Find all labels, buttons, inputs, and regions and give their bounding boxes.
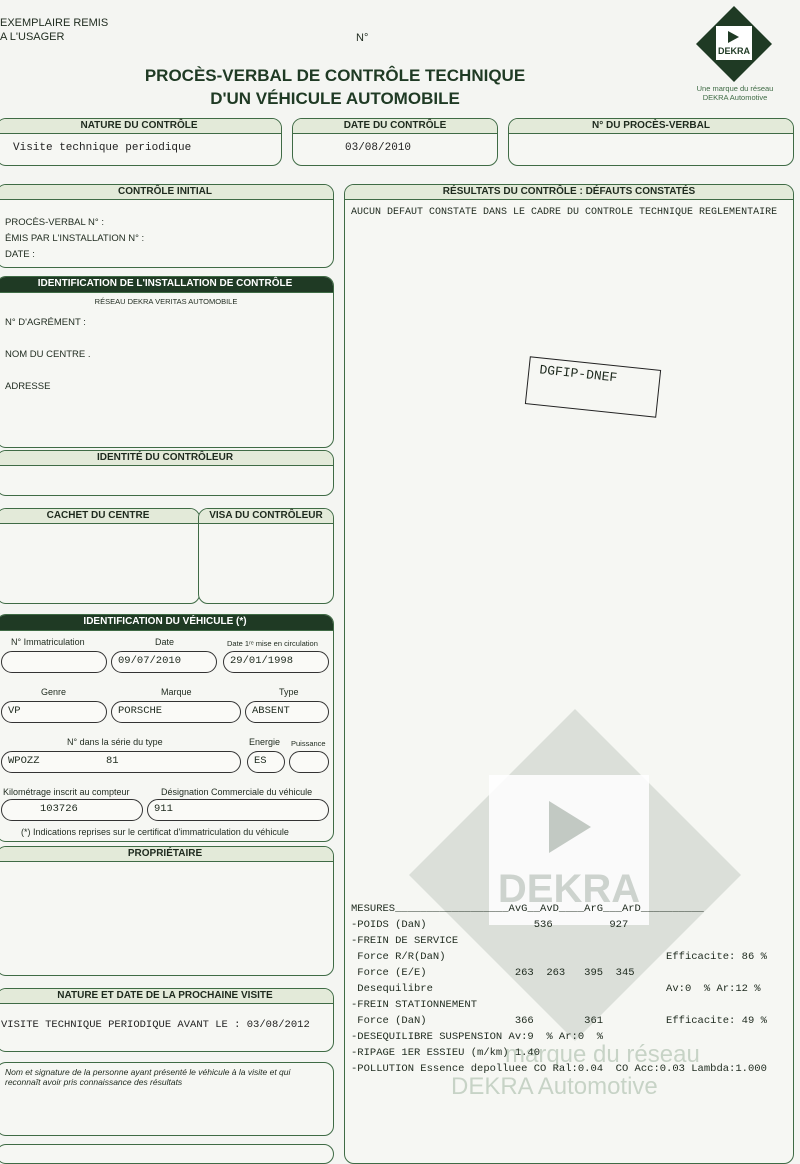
watermark-logo-text: DEKRA — [497, 867, 641, 911]
prochaine-visite-value: VISITE TECHNIQUE PERIODIQUE AVANT LE : 03/08/2012 — [1, 1019, 310, 1031]
emis-installation-label: ÉMIS PAR L'INSTALLATION N° : — [5, 233, 145, 244]
logo-text: DEKRA — [717, 46, 750, 56]
marque-field — [111, 701, 241, 723]
premiere-value: 29/01/1998 — [230, 655, 294, 667]
exemplaire-label — [0, 16, 108, 44]
visa-box — [198, 508, 334, 604]
marque-label: Marque — [161, 687, 192, 697]
km-field — [1, 799, 143, 821]
date-vehicule-label: Date — [155, 637, 175, 647]
cachet-box — [0, 508, 200, 604]
numero-pv-box — [508, 118, 794, 166]
exemplaire-line1: EXEMPLAIRE REMIS — [0, 17, 109, 29]
nature-controle-header: NATURE DU CONTRÔLE — [0, 119, 281, 134]
mesures-row: -FREIN STATIONNEMENT — [351, 999, 478, 1011]
mesures-row: Force (E/E) 263 263 395 345 — [351, 967, 635, 979]
installation-box — [0, 276, 334, 448]
mesures-row: Desequilibre Av:0 % Ar:12 % — [351, 983, 761, 995]
date-vehicule-field — [111, 651, 217, 673]
mesures-row: Force R/R(DaN) Efficacite: 86 % — [351, 951, 767, 963]
puissance-label: Puissance — [291, 739, 326, 748]
vehicule-box — [0, 614, 334, 842]
serie-value2: 81 — [106, 755, 119, 767]
vehicule-note: (*) Indications reprises sur le certificat d'immatriculation du véhicule — [21, 827, 289, 837]
serie-label: N° dans la série du type — [67, 737, 163, 747]
watermark-line1: marque du réseau — [505, 1041, 700, 1068]
watermark-line2: DEKRA Automotive — [451, 1073, 658, 1100]
brand-line1: Une marque du réseau — [696, 84, 774, 93]
prochaine-visite-box — [0, 988, 334, 1052]
mesures-row: -FREIN DE SERVICE — [351, 935, 459, 947]
type-label: Type — [279, 687, 299, 697]
pv-numero-label: PROCÈS-VERBAL N° : — [5, 217, 104, 228]
prochaine-visite-header: NATURE ET DATE DE LA PROCHAINE VISITE — [0, 989, 333, 1004]
title-line1: PROCÈS-VERBAL DE CONTRÔLE TECHNIQUE — [144, 66, 526, 85]
cachet-header: CACHET DU CENTRE — [0, 509, 199, 524]
adresse-label: ADRESSE — [5, 381, 51, 392]
genre-field — [1, 701, 107, 723]
brand-line2: DEKRA Automotive — [702, 93, 768, 102]
resultats-box — [344, 184, 794, 1164]
mesures-row: -RIPAGE 1ER ESSIEU (m/km) 1.40 — [351, 1047, 541, 1059]
serie-value: WPOZZ — [8, 755, 40, 767]
controle-initial-box — [0, 184, 334, 268]
nom-centre-label: NOM DU CENTRE . — [5, 349, 91, 360]
immat-label: N° Immatriculation — [11, 637, 85, 647]
genre-label: Genre — [41, 687, 67, 697]
mesures-row: Force (DaN) 366 361 Efficacite: 49 % — [351, 1015, 767, 1027]
resultats-header: RÉSULTATS DU CONTRÔLE : DÉFAUTS CONSTATÉS — [345, 185, 793, 200]
energie-value: ES — [254, 755, 267, 767]
agrement-label: N° D'AGRÉMENT : — [5, 317, 86, 328]
mesures-row: -POLLUTION Essence depolluee CO Ral:0.04 CO Acc:0.03 Lambda:1.000 — [351, 1063, 767, 1075]
numero-pv-header: N° DU PROCÈS-VERBAL — [509, 119, 793, 134]
defauts-text: AUCUN DEFAUT CONSTATE DANS LE CADRE DU CONTROLE TECHNIQUE REGLEMENTAIRE — [351, 207, 778, 218]
puissance-field — [289, 751, 329, 773]
vehicule-header: IDENTIFICATION DU VÉHICULE (*) — [0, 615, 333, 631]
designation-value: 911 — [154, 803, 173, 815]
brand-text — [680, 84, 790, 102]
immat-field — [1, 651, 107, 673]
date-controle-value: 03/08/2010 — [345, 142, 412, 154]
dekra-logo — [694, 4, 774, 84]
reseau-label: RÉSEAU DEKRA VERITAS AUTOMOBILE — [94, 297, 238, 306]
controle-initial-header: CONTRÔLE INITIAL — [0, 185, 333, 200]
premiere-field — [223, 651, 329, 673]
numero-label: N° — [356, 32, 369, 44]
designation-label: Désignation Commerciale du véhicule — [161, 787, 313, 797]
date-controle-header: DATE DU CONTRÔLE — [293, 119, 497, 134]
installation-header: IDENTIFICATION DE L'INSTALLATION DE CONTRÔLE — [0, 277, 333, 293]
proprietaire-header: PROPRIÉTAIRE — [0, 847, 333, 862]
date-controle-box — [292, 118, 498, 166]
controleur-box — [0, 450, 334, 496]
document-title — [110, 64, 560, 110]
nature-controle-value: Visite technique periodique — [13, 142, 192, 154]
signature-text2: reconnaît avoir pris connaissance des résultats — [5, 1077, 183, 1087]
energie-field — [247, 751, 285, 773]
mesures-row: MESURES__________________AvG__AvD____ArG___ArD__________ — [351, 903, 704, 915]
controleur-header: IDENTITÉ DU CONTRÔLEUR — [0, 451, 333, 466]
nature-controle-box — [0, 118, 282, 166]
title-line2: D'UN VÉHICULE AUTOMOBILE — [210, 89, 460, 108]
mesures-row: -DESEQUILIBRE SUSPENSION Av:9 % Ar:0 % — [351, 1031, 604, 1043]
watermark-triangle-icon — [545, 797, 595, 862]
date-vehicule-value: 09/07/2010 — [118, 655, 182, 667]
bottom-partial-box — [0, 1144, 334, 1164]
date-initial-label: DATE : — [5, 249, 35, 260]
designation-field — [147, 799, 329, 821]
type-field — [245, 701, 329, 723]
signature-text1: Nom et signature de la personne ayant présenté le véhicule à la visite et qui — [5, 1067, 291, 1077]
dgfip-stamp — [525, 356, 661, 418]
type-value: ABSENT — [252, 705, 290, 717]
serie-field — [1, 751, 241, 773]
marque-value: PORSCHE — [118, 705, 163, 717]
km-label: Kilométrage inscrit au compteur — [3, 787, 130, 797]
premiere-label: Date 1ʳᵉ mise en circulation — [227, 639, 318, 648]
mesures-row: -POIDS (DaN) 536 927 — [351, 919, 629, 931]
km-value: 103726 — [40, 803, 78, 815]
proprietaire-box — [0, 846, 334, 976]
genre-value: VP — [8, 705, 21, 717]
visa-header: VISA DU CONTRÔLEUR — [199, 509, 333, 524]
signature-box — [0, 1062, 334, 1136]
dgfip-stamp-text: DGFIP-DNEF — [538, 362, 618, 386]
exemplaire-line2: A L'USAGER — [0, 31, 65, 43]
energie-label: Energie — [249, 737, 281, 747]
